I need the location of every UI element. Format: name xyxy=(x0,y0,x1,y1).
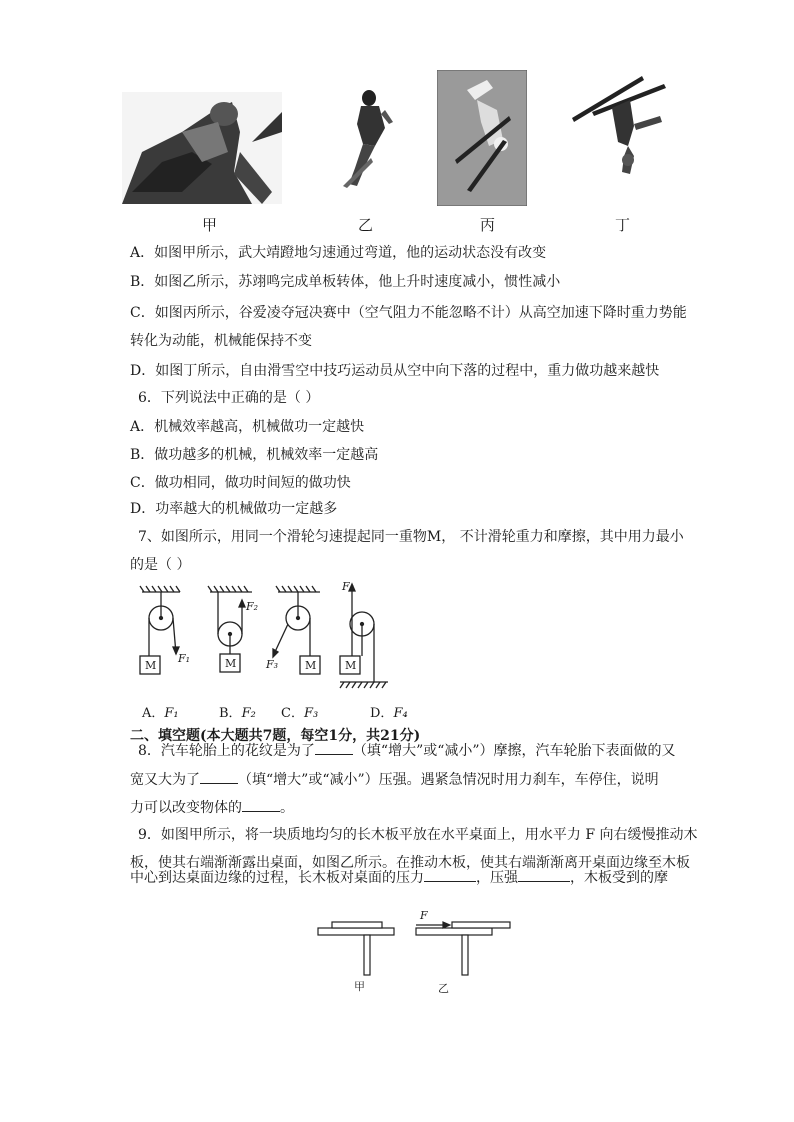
q5-option-c-cont: 转化为动能，机械能保持不变 xyxy=(130,333,312,349)
q8-blank-3 xyxy=(242,799,280,812)
q7-option-b: B．F₂ xyxy=(219,706,256,721)
q9-line-2: 板，使其右端渐渐露出桌面，如图乙所示。在推动木板，使其右端渐渐离开桌面边缘至木板 xyxy=(130,855,690,871)
mass-label-4: M xyxy=(345,659,357,672)
q8-blank-2 xyxy=(200,771,238,784)
q9-blank-2 xyxy=(518,869,570,882)
force-label-f1: F₁ xyxy=(178,652,191,665)
mass-label-3: M xyxy=(305,659,317,672)
q7-stem: 7、如图所示，用同一个滑轮匀速提起同一重物M， 不计滑轮重力和摩擦，其中用力最小 xyxy=(138,529,684,545)
q9-line-1: 9．如图甲所示，将一块质地均匀的长木板平放在水平桌面上，用水平力 F 向右缓慢推动木 xyxy=(138,827,698,843)
mass-label-1: M xyxy=(145,659,157,672)
q9-caption-jia: 甲 xyxy=(354,980,365,993)
force-label-f2: F₂ xyxy=(246,600,259,613)
q6-stem: 6．下列说法中正确的是（ ） xyxy=(138,390,320,406)
force-label-f4: F₄ xyxy=(342,580,355,593)
freeskier-image xyxy=(437,70,527,206)
q9-caption-yi: 乙 xyxy=(438,982,449,995)
q7-option-d: D．F₄ xyxy=(370,706,408,721)
q6-option-d: D．功率越大的机械做功一定越多 xyxy=(130,501,338,517)
q6-option-a: A．机械效率越高，机械做功一定越快 xyxy=(130,419,365,435)
aerial-skier-image xyxy=(572,76,672,176)
speed-skater-image xyxy=(122,92,282,204)
q7-stem-cont: 的是（ ） xyxy=(130,557,191,573)
q5-option-b: B．如图乙所示，苏翊鸣完成单板转体，他上升时速度减小，惯性减小 xyxy=(130,274,561,290)
q8-blank-1 xyxy=(315,742,353,755)
q6-option-b: B．做功越多的机械，机械效率一定越高 xyxy=(130,447,379,463)
snowboarder-image xyxy=(335,88,395,188)
image-caption-ding: 丁 xyxy=(615,216,631,234)
q9-force-label: F xyxy=(420,909,428,922)
q8-line-2: 宽又大为了 （填“增大”或“减小”）压强。遇紧急情况时用力刹车，车停住，说明 xyxy=(130,772,659,788)
q7-option-c: C．F₃ xyxy=(281,706,319,721)
image-caption-yi: 乙 xyxy=(358,216,374,234)
image-caption-jia: 甲 xyxy=(202,216,218,234)
q8-line-3: 力可以改变物体的 。 xyxy=(130,800,294,816)
force-label-f3: F₃ xyxy=(266,658,279,671)
board-table-diagram xyxy=(312,908,522,998)
mass-label-2: M xyxy=(225,657,237,670)
q9-blank-1 xyxy=(424,869,476,882)
image-caption-bing: 丙 xyxy=(480,216,496,234)
q8-line-1: 8．汽车轮胎上的花纹是为了 （填“增大”或“减小”）摩擦，汽车轮胎下表面做的又 xyxy=(138,743,676,759)
q9-line-3: 中心到达桌面边缘的过程，长木板对桌面的压力 ，压强 ，木板受到的摩 xyxy=(130,870,668,886)
section-2-heading: 二、填空题(本大题共7题，每空1分，共21分) xyxy=(130,728,421,744)
q5-option-d: D．如图丁所示，自由滑雪空中技巧运动员从空中向下落的过程中，重力做功越来越快 xyxy=(130,363,660,379)
photo-yi-snowboarder xyxy=(335,88,395,188)
q5-option-a: A．如图甲所示，武大靖蹬地匀速通过弯道，他的运动状态没有改变 xyxy=(130,245,547,261)
photo-bing-freeskier xyxy=(437,70,527,206)
pulley-diagram xyxy=(130,578,400,690)
q6-option-c: C．做功相同，做功时间短的做功快 xyxy=(130,475,351,491)
q7-option-a: A．F₁ xyxy=(142,706,179,721)
photo-jia-speed-skater xyxy=(122,92,282,204)
photo-ding-aerial-skier xyxy=(572,76,672,176)
q5-option-c: C．如图丙所示，谷爱凌夺冠决赛中（空气阻力不能忽略不计）从高空加速下降时重力势能 xyxy=(130,305,687,321)
